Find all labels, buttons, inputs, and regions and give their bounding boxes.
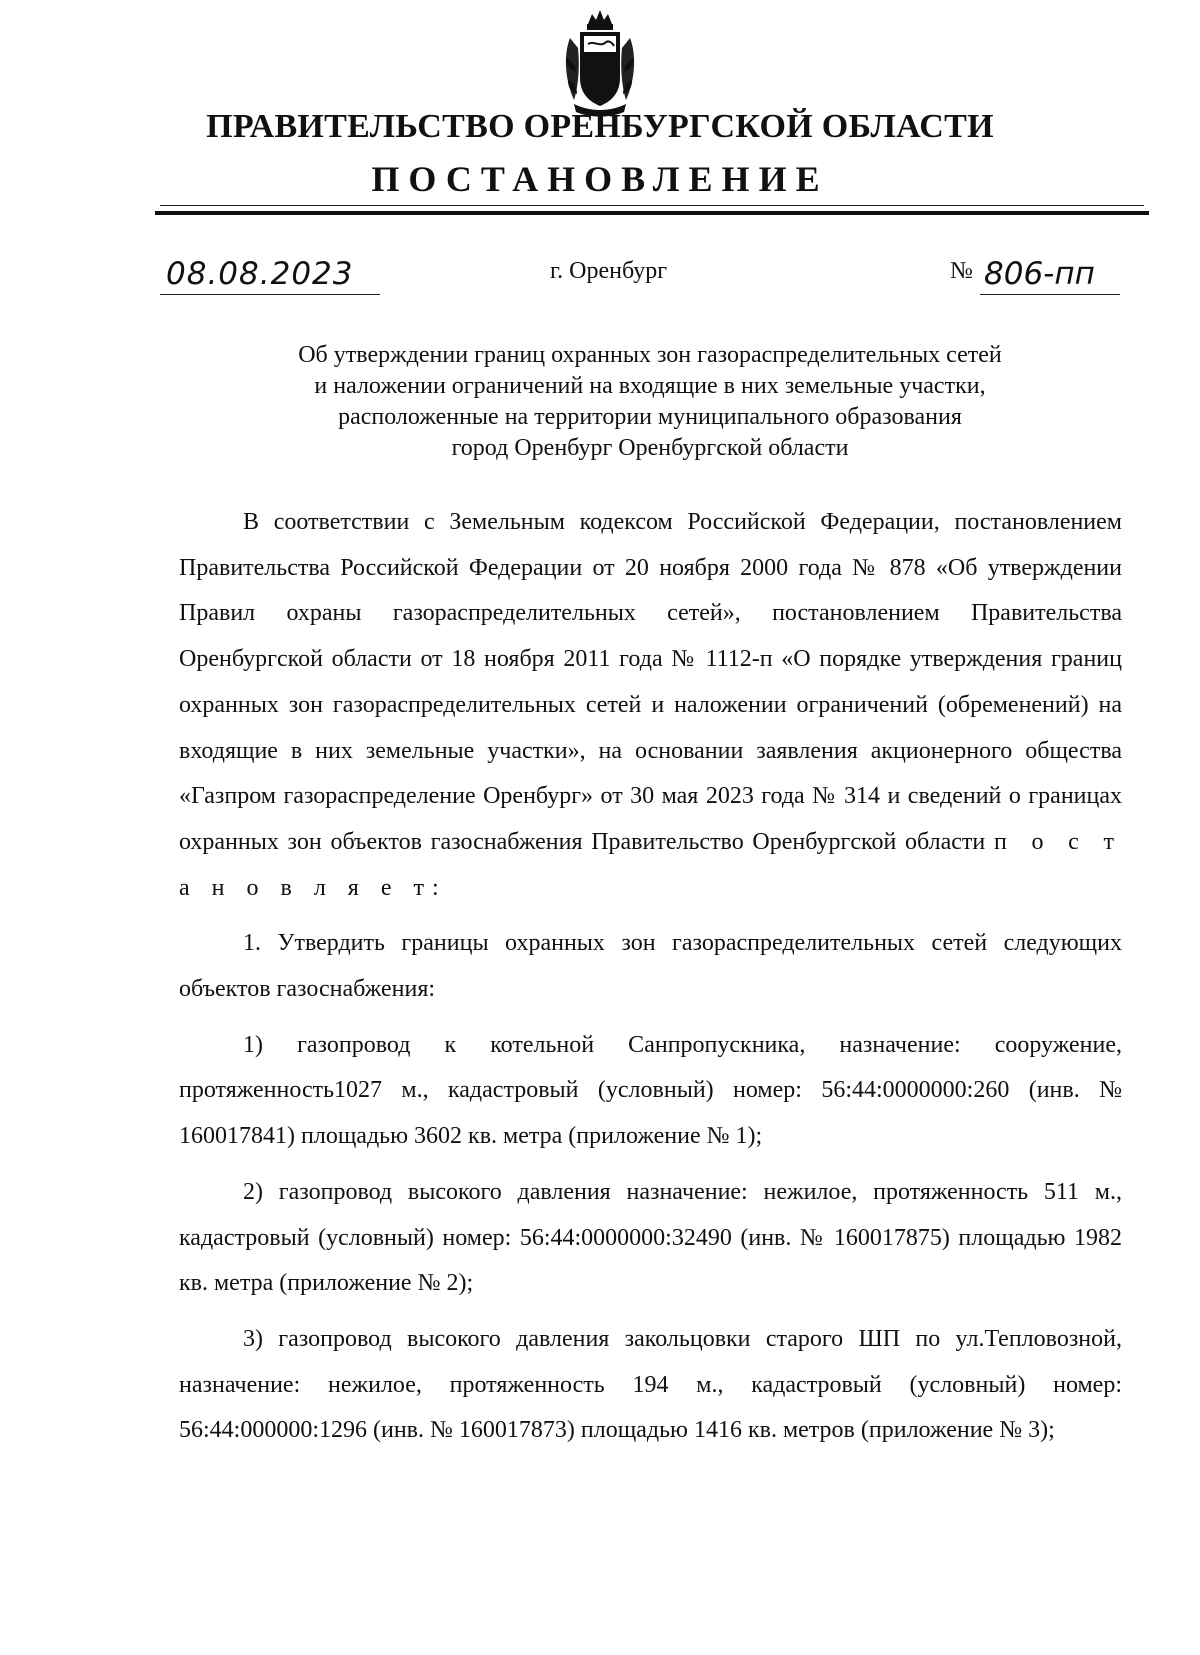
date-field — [160, 254, 380, 295]
clause-paragraph: 1. Утвердить границы охранных зон газораспределительных сетей следующих объектов газоснабжения: — [179, 930, 1122, 1003]
orenburg-coat-of-arms-icon — [560, 8, 640, 118]
number-field — [980, 254, 1120, 295]
preamble-paragraph — [179, 500, 1122, 911]
header-divider-thick — [155, 211, 1149, 215]
clause-paragraph: 2) газопровод высокого давления назначение: нежилое, протяженность 511 м., кадастровый (условный) номер: 56:44:0000000:32490 (инв. № 160017875) площадью 1982 кв. метра (приложение № 2); — [179, 1178, 1122, 1297]
subject-line: город Оренбург Оренбургской области — [451, 435, 849, 461]
document-subject — [200, 340, 1100, 464]
clause-paragraph: 3) газопровод высокого давления закольцовки старого ШП по ул.Тепловозной, назначение: нежилое, протяженность 194 м., кадастровый (условный) номер: 56:44:000000:1296 (инв. № 160017873) площадью 1416 кв. метров (приложение № 3); — [179, 1325, 1122, 1444]
clause-paragraph: 1) газопровод к котельной Санпропускника, назначение: сооружение, протяженность1027 м., кадастровый (условный) номер: 56:44:0000000:260 (инв. № 160017841) площадью 3602 кв. метра (приложение № 1); — [179, 1031, 1122, 1150]
header-divider-thin — [160, 205, 1144, 206]
city-label: г. Оренбург — [550, 258, 668, 284]
subject-line: и наложении ограничений на входящие в них земельные участки, — [314, 373, 986, 399]
preamble-text: В соответствии с Земельным кодексом Российской Федерации, постановлением Правительства Российской Федерации от 20 ноября 2000 года № 878 «Об утверждении Правил охраны газораспределительных сетей», постановлением Правительства Оренбургской области от 18 ноября 2011 года № 1112-п «О порядке утверждения границ охранных зон газораспределительных сетей и наложении ограничений (обременений) на входящие в них земельные участки», на основании заявления акционерного общества «Газпром газораспределение Оренбург» от 30 мая 2023 года № 314 и сведений о границах охранных зон объектов газоснабжения Правительство Оренбургской области — [179, 509, 1122, 855]
subject-line: Об утверждении границ охранных зон газораспределительных сетей — [298, 342, 1002, 368]
resolves-word: п о с т а н о в л я е т: — [179, 828, 1123, 901]
document-type-title: ПОСТАНОВЛЕНИЕ — [371, 159, 829, 199]
document-body — [179, 500, 1122, 1454]
document-number: 806-пп — [984, 256, 1095, 292]
number-sign: № — [950, 258, 973, 284]
document-date: 08.08.2023 — [166, 256, 354, 292]
subject-line: расположенные на территории муниципального образования — [338, 404, 962, 430]
organization-title: ПРАВИТЕЛЬСТВО ОРЕНБУРГСКОЙ ОБЛАСТИ — [206, 108, 994, 145]
